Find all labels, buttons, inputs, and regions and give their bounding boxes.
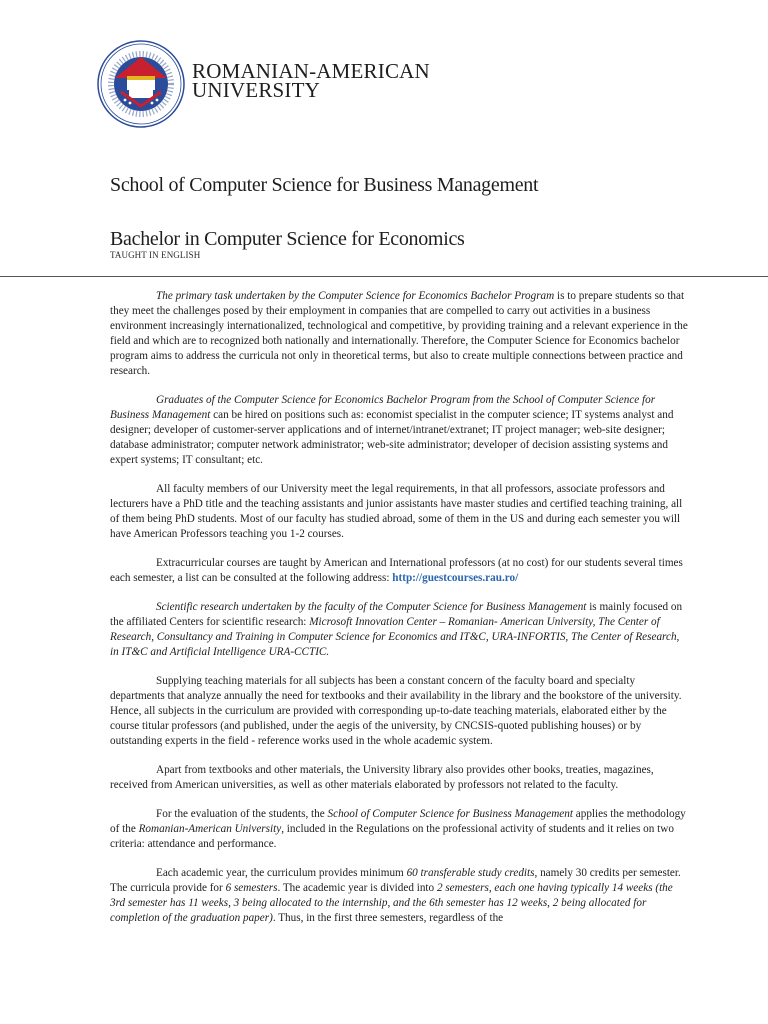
paragraph-evaluation [110, 807, 690, 852]
text: All faculty members of our University meet the legal requirements, in that all professors, associate professors and lecturers have a PhD title and the teaching assistants and junior assistants have master studies and certified teaching training, all of them being PhD students. Most of our faculty has studied abroad, some of them in the US and during each semester you will have American Professors teaching you 1-2 courses. [110, 483, 683, 540]
header-divider [0, 276, 768, 277]
emphasis: School of Computer Science for Business Management [327, 808, 573, 820]
paragraph-academic-year [110, 866, 690, 926]
emphasis: 60 transferable study credits [406, 867, 535, 879]
text: , included in the Regulations on the professional activity of students and it relies on two criteria: attendance and performance. [110, 823, 674, 850]
emphasis: Romanian-American University [138, 823, 282, 835]
paragraph-faculty [110, 482, 690, 542]
text: Each academic year, the curriculum provides minimum [156, 867, 407, 879]
taught-in-label: TAUGHT IN ENGLISH [110, 250, 201, 260]
text: . The academic year is divided into [277, 882, 437, 894]
text: is to prepare students so that they meet the challenges posed by their employment in companies that are compelled to carry out activities in a business environment increasingly internationalized, technological and competitive, by providing training and a relevant experience in the field and which are to recognized both nationally and internationally. Therefore, the Computer Science for Economics bachelor program aims to address the curricula not only in theoretical terms, but also to create multiple connections between practice and research. [110, 290, 688, 377]
document-body [110, 289, 690, 940]
paragraph-extracurricular [110, 556, 690, 586]
university-name-line2: UNIVERSITY [192, 78, 320, 102]
emphasis: Scientific research undertaken by the faculty of the Computer Science for Business Management [156, 601, 587, 613]
emphasis: Microsoft Innovation Center – Romanian- American University, The Center of Research, Consultancy and Training in Computer Science for Economics and IT&C, URA-INFORTIS, The Center of Research, in IT&C and Artificial Intelligence URA-CCTIC. [110, 616, 680, 658]
text: is mainly focused on the affiliated Centers for scientific research: [110, 601, 683, 628]
text: . Thus, in the first three semesters, regardless of the [272, 912, 504, 924]
paragraph-graduates [110, 393, 690, 468]
text: Apart from textbooks and other materials, the University library also provides other books, treaties, magazines, received from American universities, as well as other materials elaborated by professors not related to the faculty. [110, 764, 654, 791]
emphasis: The primary task undertaken by the Computer Science for Economics Bachelor Program [156, 290, 555, 302]
paragraph-research [110, 600, 690, 660]
emphasis: 6 semesters [225, 882, 278, 894]
program-title: Bachelor in Computer Science for Economics [110, 228, 465, 250]
emphasis: 2 semesters, each one having typically 14 weeks (the 3rd semester has 11 weeks, 3 being allocated to the internship, and the 6th semester has 12 weeks, 2 being allocated for completion of the graduation paper) [110, 882, 673, 924]
text: , namely 30 credits per semester. The curricula provide for [110, 867, 681, 894]
text: applies the methodology of the [110, 808, 686, 835]
text: Supplying teaching materials for all subjects has been a constant concern of the faculty board and specialty departments that analyze annually the need for textbooks and their availability in the library and the bookstore of the university. Hence, all subjects in the curriculum are provided with corresponding up-to-date teaching materials, elaborated either by the course titular professors (and published, under the aegis of the university, by CNCSIS-quoted publishing houses) or by outstanding experts in the field - reference works used in the whole academic system. [110, 675, 682, 747]
paragraph-teaching-materials [110, 674, 690, 749]
paragraph-program-task [110, 289, 690, 379]
text: Extracurricular courses are taught by American and International professors (at no cost) for our students several times each semester, a list can be consulted at the following address: [110, 557, 683, 584]
text: can be hired on positions such as: economist specialist in the computer science; IT systems analyst and designer; developer of customer-server applications and of internet/intranet/extranet; IT project manager; web-site designer; database administrator; computer network administrator; web-site administrator; developer of decision assisting systems and expert systems; IT consultant; etc. [110, 409, 674, 466]
emphasis: Graduates of the Computer Science for Economics Bachelor Program from the School of Computer Science for Business Management [110, 394, 656, 421]
paragraph-library [110, 763, 690, 793]
university-seal-logo [97, 40, 185, 128]
school-title: School of Computer Science for Business Management [110, 174, 539, 196]
university-name [192, 59, 430, 102]
text: For the evaluation of the students, the [156, 808, 328, 820]
guest-courses-link[interactable]: http://guestcourses.rau.ro/ [392, 572, 519, 584]
university-name-line1: ROMANIAN-AMERICAN [192, 59, 430, 83]
